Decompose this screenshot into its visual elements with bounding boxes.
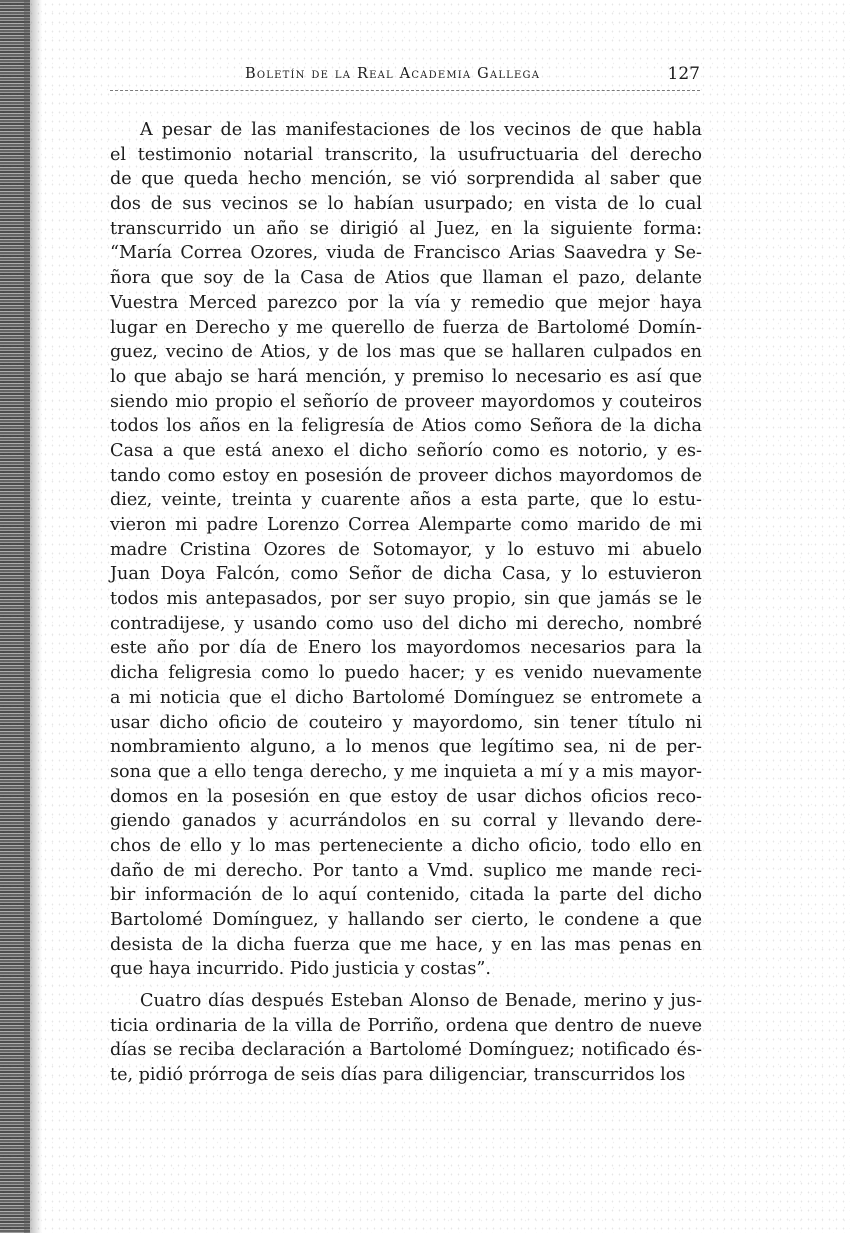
text-line: lugar en Derecho y me querello de fuerza de Bartolomé Domín- bbox=[110, 317, 702, 338]
text-line: dos de sus vecinos se lo habían usurpado; en vista de lo cual bbox=[110, 194, 702, 215]
text-line: lo que abajo se hará mención, y premiso lo necesario es así que bbox=[110, 366, 702, 387]
text-line: sona que a ello tenga derecho, y me inquieta a mí y a mis mayor- bbox=[110, 761, 702, 782]
text-line: giendo ganados y acurrándolos en su corral y llevando dere- bbox=[110, 811, 702, 832]
text-line: te, pidió prórroga de seis días para diligenciar, transcurridos los bbox=[110, 1065, 686, 1086]
text-line: Casa a que está anexo el dicho señorío como es notorio, y es- bbox=[110, 440, 702, 461]
text-line: madre Cristina Ozores de Sotomayor, y lo estuvo mi abuelo bbox=[110, 539, 702, 560]
text-line: el testimonio notarial transcrito, la usufructuaria del derecho bbox=[110, 144, 702, 165]
text-line: ticia ordinaria de la villa de Porriño, ordena que dentro de nueve bbox=[110, 1015, 702, 1036]
header-rule bbox=[110, 90, 700, 91]
text-line: este año por día de Enero los mayordomos necesarios para la bbox=[110, 638, 702, 659]
text-line: vieron mi padre Lorenzo Correa Alemparte como marido de mi bbox=[110, 515, 702, 535]
text-line: desista de la dicha fuerza que me hace, y en las mas penas en bbox=[110, 934, 702, 955]
text-line: Bartolomé Domínguez, y hallando ser cierto, le condene a que bbox=[110, 910, 702, 930]
text-line: todos los años en la feligresía de Atios como Señora de la dicha bbox=[110, 416, 702, 437]
text-line: Cuatro días después Esteban Alonso de Benade, merino y jus- bbox=[140, 991, 702, 1012]
text-line: tando como estoy en posesión de proveer dichos mayordomos de bbox=[110, 465, 702, 486]
text-line: ñora que soy de la Casa de Atios que llaman el pazo, delante bbox=[110, 268, 702, 289]
text-line: domos en la posesión en que estoy de usar dichos oficios reco- bbox=[110, 786, 702, 807]
paragraph bbox=[110, 989, 702, 1088]
text-line: “María Correa Ozores, viuda de Francisco Arias Saavedra y Se- bbox=[110, 243, 702, 264]
text-line: chos de ello y lo mas perteneciente a dicho oficio, todo ello en bbox=[110, 835, 702, 856]
text-line: guez, vecino de Atios, y de los mas que se hallaren culpados en bbox=[110, 342, 702, 363]
text-line: que haya incurrido. Pido justicia y costas”. bbox=[110, 959, 491, 980]
text-line: transcurrido un año se dirigió al Juez, en la siguiente forma: bbox=[110, 218, 702, 239]
text-line: A pesar de las manifestaciones de los vecinos de que habla bbox=[140, 120, 702, 140]
page-header bbox=[110, 60, 700, 90]
page-number: 127 bbox=[667, 64, 700, 84]
text-line: todos mis antepasados, por ser suyo propio, sin que jamás se le bbox=[110, 589, 702, 610]
text-line: a mi noticia que el dicho Bartolomé Domínguez se entromete a bbox=[110, 687, 702, 708]
paragraph-gap bbox=[110, 982, 702, 989]
text-line: diez, veinte, treinta y cuarente años a esta parte, que lo estu- bbox=[110, 490, 702, 511]
paragraph bbox=[110, 118, 702, 982]
text-line: nombramiento alguno, a lo menos que legítimo sea, ni de per- bbox=[110, 737, 702, 758]
text-line: Juan Doya Falcón, como Señor de dicha Casa, y lo estuvieron bbox=[110, 564, 702, 585]
text-line: daño de mi derecho. Por tanto a Vmd. suplico me mande reci- bbox=[110, 860, 702, 881]
text-line: bir información de lo aquí contenido, citada la parte del dicho bbox=[110, 885, 702, 906]
body-text bbox=[110, 118, 702, 1088]
binding-shadow bbox=[24, 0, 42, 1233]
text-line: dicha feligresia como lo puedo hacer; y es venido nuevamente bbox=[110, 663, 702, 684]
text-line: siendo mio propio el señorío de proveer mayordomos y couteiros bbox=[110, 391, 702, 412]
running-head: Boletín de la Real Academia Gallega bbox=[245, 66, 541, 82]
text-line: días se reciba declaración a Bartolomé Domínguez; notificado és- bbox=[110, 1040, 702, 1061]
text-line: Vuestra Merced parezco por la vía y remedio que mejor haya bbox=[110, 292, 702, 313]
text-line: de que queda hecho mención, se vió sorprendida al saber que bbox=[110, 169, 702, 190]
text-line: usar dicho oficio de couteiro y mayordomo, sin tener título ni bbox=[110, 712, 702, 733]
text-line: contradijese, y usando como uso del dicho mi derecho, nombré bbox=[110, 613, 702, 634]
